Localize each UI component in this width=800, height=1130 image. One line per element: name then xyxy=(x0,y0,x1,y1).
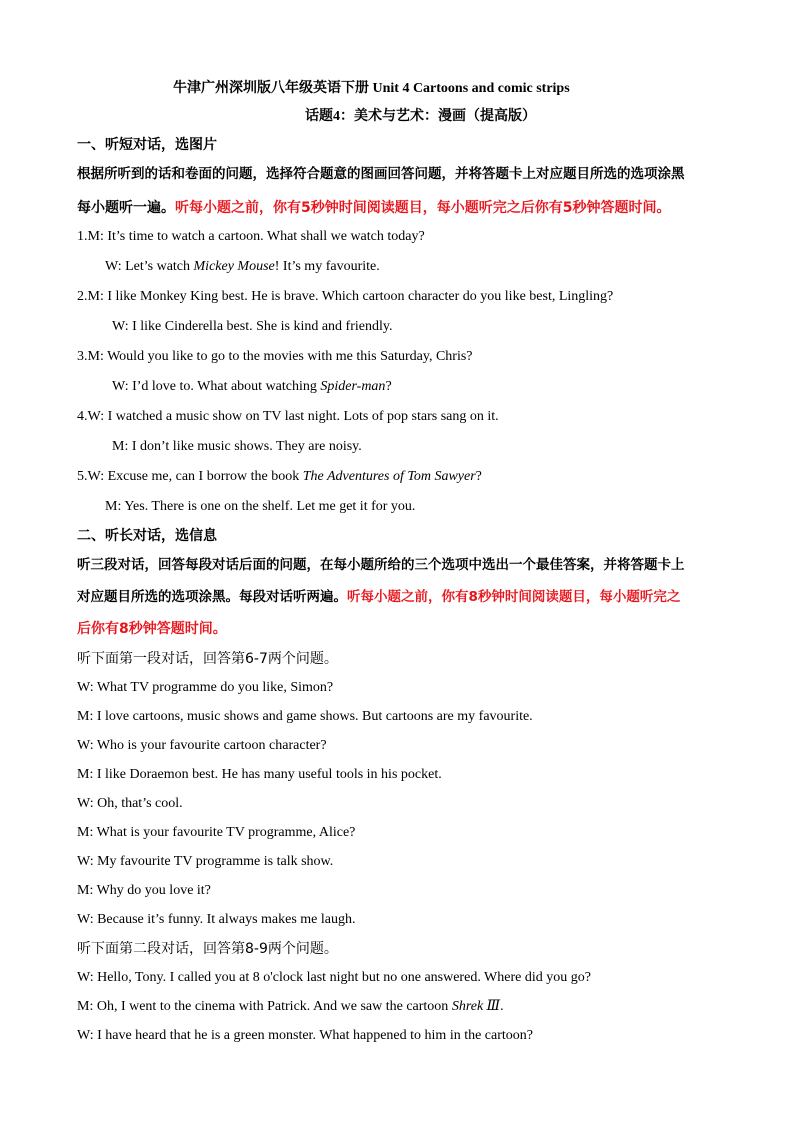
section1-instructions-line2 xyxy=(77,199,670,217)
q2-m-line: 2.M: I like Monkey King best. He is brave. Which cartoon character do you like best, Lingling? xyxy=(77,289,614,304)
dialogue1-line: M: I like Doraemon best. He has many useful tools in his pocket. xyxy=(77,767,442,782)
section1-heading: 一、听短对话，选图片 xyxy=(77,137,217,153)
q1-w-text: W: Let’s watch xyxy=(105,259,194,274)
dialogue2-intro: 听下面第二段对话，回答第8-9两个问题。 xyxy=(77,941,338,957)
q5-w-text-end: ? xyxy=(475,469,482,484)
section2-instructions-line2 xyxy=(77,588,680,606)
document-subtitle: 话题4：美术与艺术：漫画（提高版） xyxy=(305,109,536,124)
q5-w-title: The Adventures of Tom Sawyer xyxy=(302,469,476,484)
dialogue2-line xyxy=(77,998,504,1016)
q1-w-text-end: ! It’s my favourite. xyxy=(274,259,380,274)
q3-m-line: 3.M: Would you like to go to the movies with me this Saturday, Chris? xyxy=(77,349,473,364)
section2-heading: 二、听长对话，选信息 xyxy=(77,528,217,544)
dialogue1-line: W: Because it’s funny. It always makes me laugh. xyxy=(77,912,356,927)
section1-instructions-black: 每小题听一遍。 xyxy=(77,200,175,216)
dialogue1-line: M: What is your favourite TV programme, Alice? xyxy=(77,825,356,840)
q5-w-line xyxy=(77,468,482,486)
dialogue1-line: W: Oh, that’s cool. xyxy=(77,796,183,811)
dialogue1-line: M: I love cartoons, music shows and game shows. But cartoons are my favourite. xyxy=(77,709,533,724)
q4-m-line: M: I don’t like music shows. They are noisy. xyxy=(112,439,362,454)
q5-w-text: 5.W: Excuse me, can I borrow the book xyxy=(77,469,303,484)
dialogue2-line: W: I have heard that he is a green monster. What happened to him in the cartoon? xyxy=(77,1028,534,1043)
dialogue1-line: W: What TV programme do you like, Simon? xyxy=(77,680,334,695)
section2-instructions-line1: 听三段对话，回答每段对话后面的问题，在每小题所给的三个选项中选出一个最佳答案，并将答题卡上 xyxy=(77,557,685,573)
dialogue1-intro: 听下面第一段对话，回答第6-7两个问题。 xyxy=(77,651,338,667)
section1-instructions-line1: 根据所听到的话和卷面的问题，选择符合题意的图画回答问题，并将答题卡上对应题目所选的选项涂黑 xyxy=(77,166,685,182)
document-title: 牛津广州深圳版八年级英语下册 Unit 4 Cartoons and comic strips xyxy=(173,81,570,96)
q2-w-line: W: I like Cinderella best. She is kind and friendly. xyxy=(112,319,393,334)
q3-w-title: Spider-man xyxy=(320,379,386,394)
q3-w-text-end: ? xyxy=(385,379,392,394)
section2-instructions-red: 听每小题之前，你有8秒钟时间阅读题目，每小题听完之 xyxy=(347,589,681,605)
q1-m-line: 1.M: It’s time to watch a cartoon. What shall we watch today? xyxy=(77,229,425,244)
q5-m-line: M: Yes. There is one on the shelf. Let me get it for you. xyxy=(105,499,416,514)
dialogue1-line: M: Why do you love it? xyxy=(77,883,211,898)
q3-w-text: W: I’d love to. What about watching xyxy=(112,379,321,394)
dialogue2-line: W: Hello, Tony. I called you at 8 o'clock last night but no one answered. Where did you go? xyxy=(77,970,591,985)
section2-instructions-black: 对应题目所选的选项涂黑。每段对话听两遍。 xyxy=(77,589,347,605)
q4-w-line: 4.W: I watched a music show on TV last night. Lots of pop stars sang on it. xyxy=(77,409,499,424)
q3-w-line xyxy=(112,378,392,396)
dialogue2-movie-title: Shrek Ⅲ xyxy=(451,999,501,1014)
dialogue2-text: M: Oh, I went to the cinema with Patrick. And we saw the cartoon xyxy=(77,999,452,1014)
dialogue2-text-end: . xyxy=(500,999,504,1014)
q1-w-line xyxy=(105,258,380,276)
section1-instructions-red: 听每小题之前，你有5秒钟时间阅读题目，每小题听完之后你有5秒钟答题时间。 xyxy=(175,200,671,216)
dialogue1-line: W: Who is your favourite cartoon character? xyxy=(77,738,327,753)
q1-w-title: Mickey Mouse xyxy=(193,259,275,274)
dialogue1-line: W: My favourite TV programme is talk show. xyxy=(77,854,334,869)
section2-instructions-line3: 后你有8秒钟答题时间。 xyxy=(77,621,227,637)
